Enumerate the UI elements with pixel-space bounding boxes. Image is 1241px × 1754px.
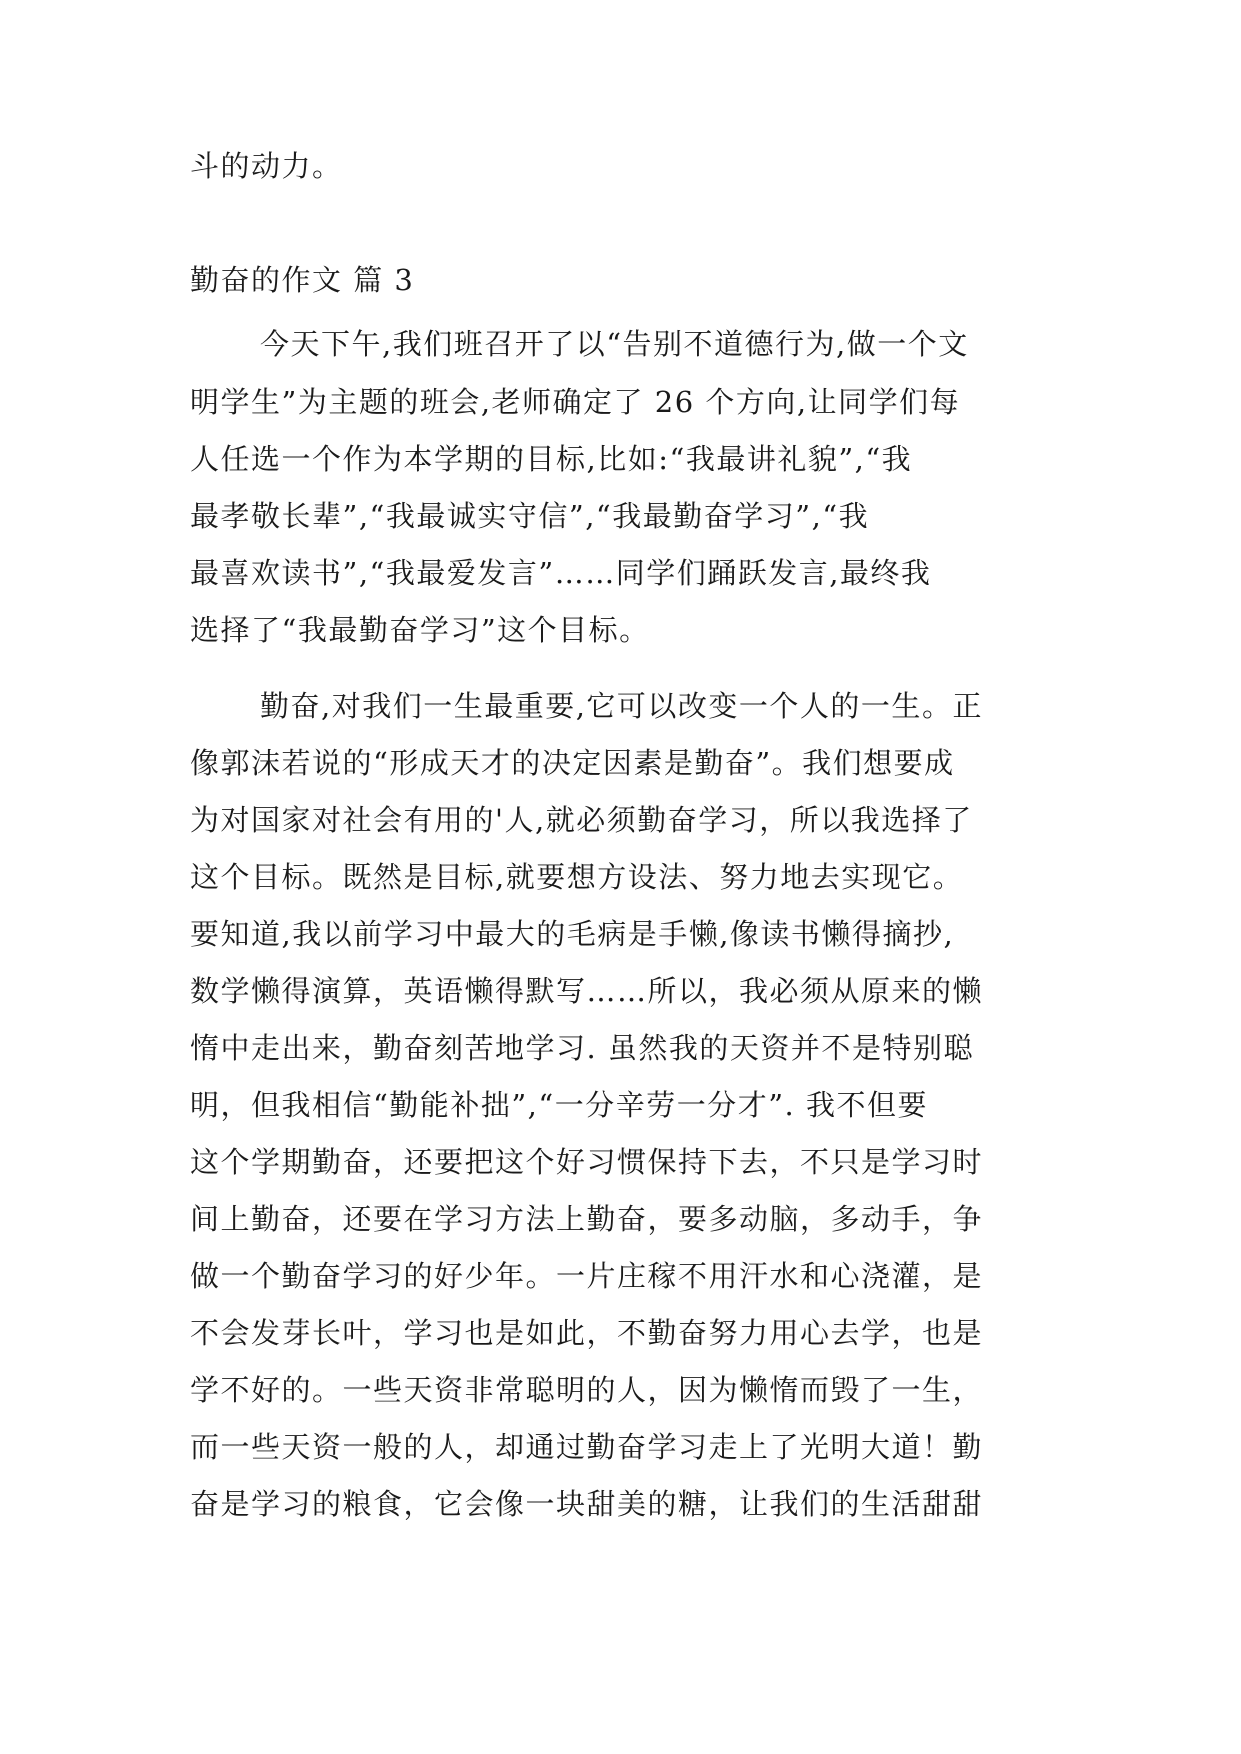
- paragraph-2-line-11: 做一个勤奋学习的好少年。一片庄稼不用汗水和心浇灌，是: [190, 1259, 984, 1293]
- paragraph-2-line-14: 而一些天资一般的人，却通过勤奋学习走上了光明大道！勤: [190, 1430, 984, 1464]
- continuation-line: 斗的动力。: [190, 149, 343, 183]
- paragraph-2-line-5: 要知道,我以前学习中最大的毛病是手懒,像读书懒得摘抄,: [190, 917, 955, 951]
- paragraph-2-line-9: 这个学期勤奋，还要把这个好习惯保持下去，不只是学习时: [190, 1145, 984, 1179]
- paragraph-2-line-8: 明，但我相信“勤能补拙”,“一分辛劳一分才”. 我不但要: [190, 1088, 928, 1122]
- paragraph-2-line-10: 间上勤奋，还要在学习方法上勤奋，要多动脑，多动手，争: [190, 1202, 984, 1236]
- paragraph-2-line-4: 这个目标。既然是目标,就要想方设法、努力地去实现它。: [190, 860, 964, 894]
- paragraph-1-line-4: 最孝敬长辈”,“我最诚实守信”,“我最勤奋学习”,“我: [190, 499, 870, 533]
- paragraph-1-line-6: 选择了“我最勤奋学习”这个目标。: [190, 613, 650, 647]
- section-heading: 勤奋的作文 篇 3: [190, 263, 415, 297]
- paragraph-2-line-12: 不会发芽长叶，学习也是如此，不勤奋努力用心去学，也是: [190, 1316, 984, 1350]
- paragraph-2-line-7: 惰中走出来，勤奋刻苦地学习. 虽然我的天资并不是特别聪: [190, 1031, 974, 1065]
- paragraph-1-line-3: 人任选一个作为本学期的目标,比如:“我最讲礼貌”,“我: [190, 442, 913, 476]
- paragraph-1-line-5: 最喜欢读书”,“我最爱发言”……同学们踊跃发言,最终我: [190, 556, 932, 590]
- paragraph-1-line-2: 明学生”为主题的班会,老师确定了 26 个方向,让同学们每: [190, 385, 961, 419]
- paragraph-2-line-15: 奋是学习的粮食，它会像一块甜美的糖，让我们的生活甜甜: [190, 1487, 984, 1521]
- paragraph-2-line-3: 为对国家对社会有用的'人,就必须勤奋学习，所以我选择了: [190, 803, 973, 837]
- paragraph-2-line-13: 学不好的。一些天资非常聪明的人，因为懒惰而毁了一生，: [190, 1373, 984, 1407]
- paragraph-2-line-2: 像郭沫若说的“形成天才的决定因素是勤奋”。我们想要成: [190, 746, 955, 780]
- paragraph-1-line-1: 今天下午,我们班召开了以“告别不道德行为,做一个文: [260, 327, 969, 361]
- paragraph-2-line-1: 勤奋,对我们一生最重要,它可以改变一个人的一生。正: [260, 689, 983, 723]
- paragraph-2-line-6: 数学懒得演算，英语懒得默写……所以，我必须从原来的懒: [190, 974, 984, 1008]
